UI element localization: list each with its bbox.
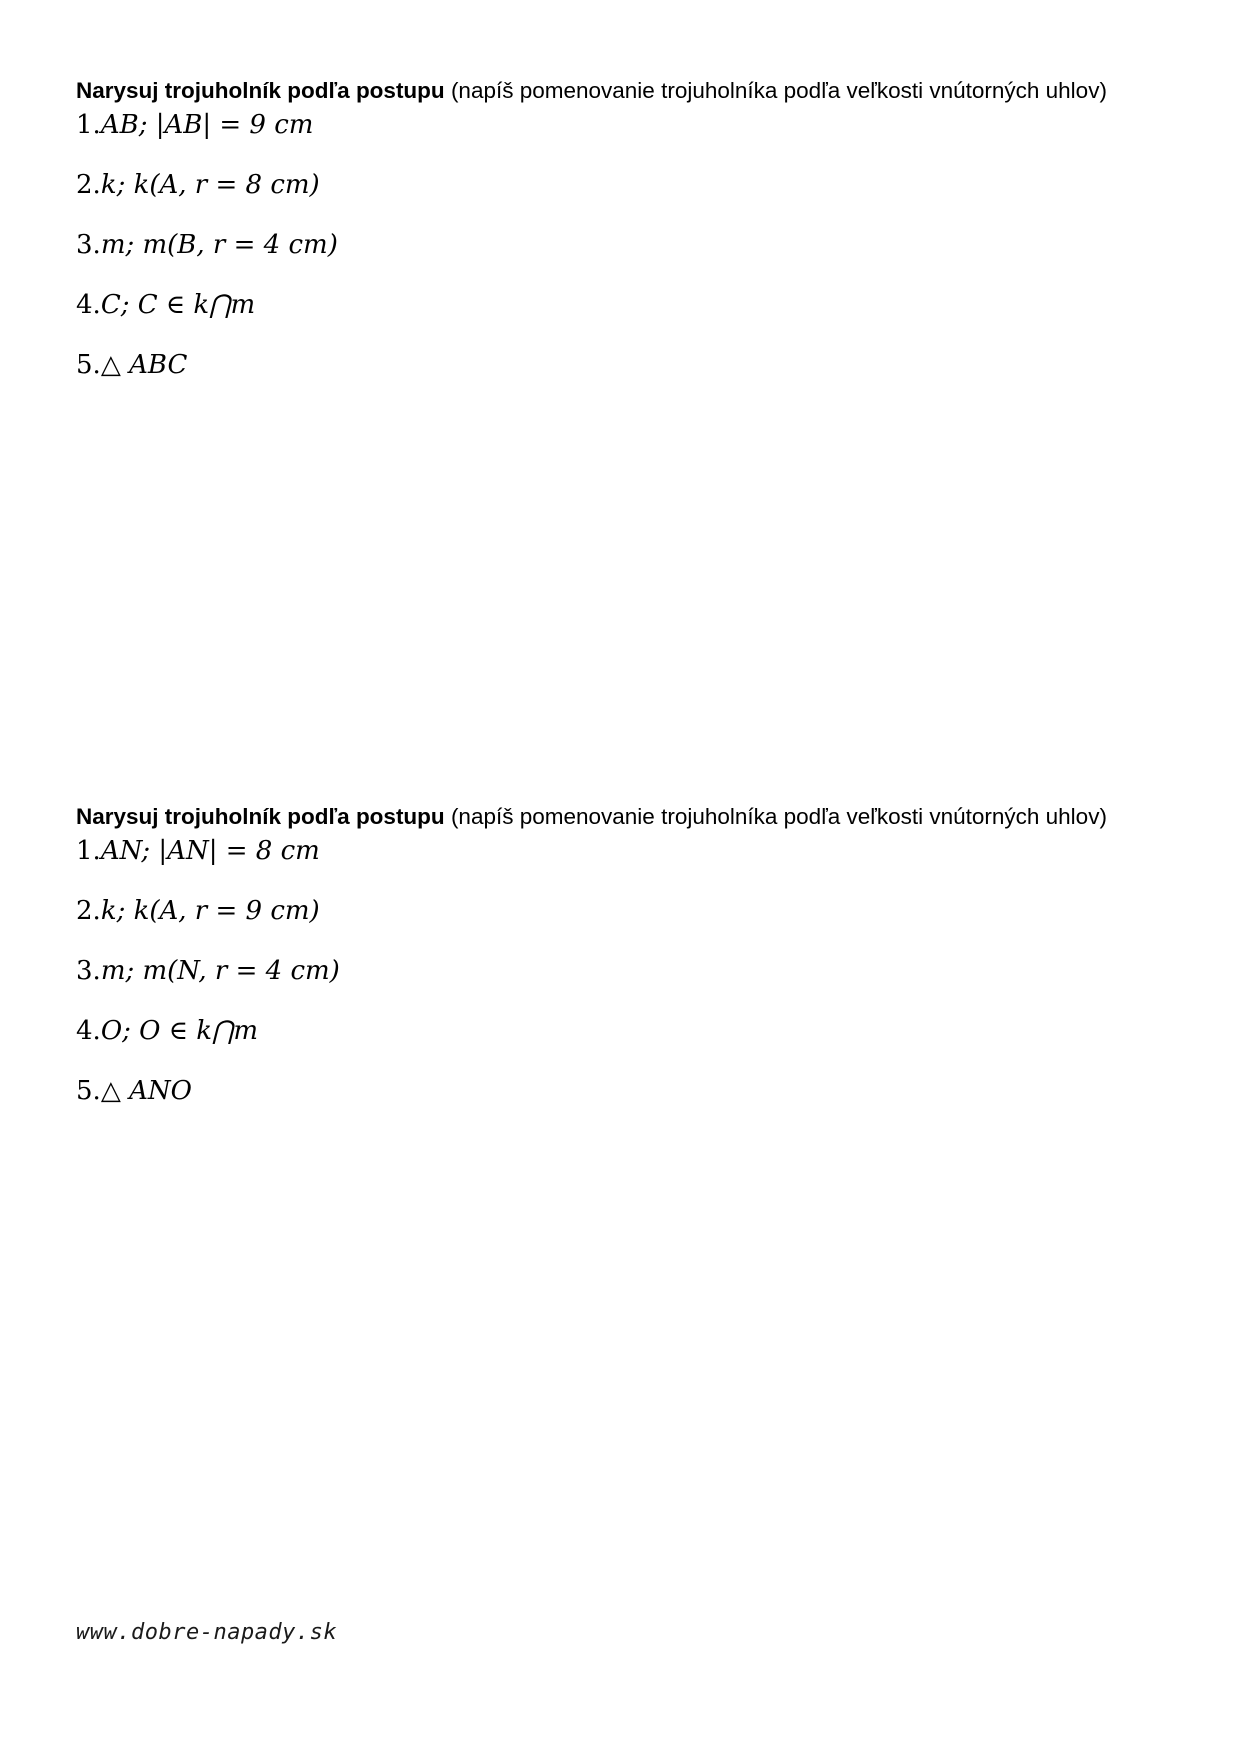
website-footer: www.dobre-napady.sk xyxy=(76,1620,338,1645)
exercise-instruction: (napíš pomenovanie trojuholníka podľa veľkosti vnútorných uhlov) xyxy=(450,78,1107,103)
step-3 xyxy=(76,954,1176,988)
step-4 xyxy=(76,288,1176,322)
step-number: 1. xyxy=(76,110,101,140)
exercise-instruction: (napíš pomenovanie trojuholníka podľa veľkosti vnútorných uhlov) xyxy=(450,804,1107,829)
step-number: 4. xyxy=(76,290,101,320)
step-5 xyxy=(76,348,1176,382)
step-number: 5. xyxy=(76,1076,101,1106)
exercise-title: Narysuj trojuholník podľa postupu xyxy=(76,78,445,103)
step-number: 4. xyxy=(76,1016,101,1046)
step-text: m; m(N, r = 4 cm) xyxy=(100,956,340,986)
step-2 xyxy=(76,168,1176,202)
step-5 xyxy=(76,1074,1176,1108)
construction-steps xyxy=(76,834,1176,1108)
exercise-heading xyxy=(76,800,1176,834)
step-4 xyxy=(76,1014,1176,1048)
step-number: 5. xyxy=(76,350,101,380)
step-text: C; C ∈ k⋂m xyxy=(100,290,256,320)
step-number: 3. xyxy=(76,230,101,260)
step-text: △ ANO xyxy=(100,1076,192,1106)
step-3 xyxy=(76,228,1176,262)
step-2 xyxy=(76,894,1176,928)
exercise-title: Narysuj trojuholník podľa postupu xyxy=(76,804,445,829)
step-text: m; m(B, r = 4 cm) xyxy=(100,230,338,260)
step-number: 2. xyxy=(76,170,101,200)
step-number: 2. xyxy=(76,896,101,926)
step-number: 3. xyxy=(76,956,101,986)
step-text: O; O ∈ k⋂m xyxy=(100,1016,258,1046)
step-number: 1. xyxy=(76,836,101,866)
exercise-heading xyxy=(76,74,1176,108)
exercise-1 xyxy=(76,74,1176,408)
step-text: k; k(A, r = 9 cm) xyxy=(100,896,320,926)
step-1 xyxy=(76,834,1176,868)
step-text: AB; |AB| = 9 cm xyxy=(100,110,314,140)
step-text: k; k(A, r = 8 cm) xyxy=(100,170,320,200)
construction-steps xyxy=(76,108,1176,382)
step-text: AN; |AN| = 8 cm xyxy=(100,836,320,866)
exercise-2 xyxy=(76,800,1176,1134)
step-text: △ ABC xyxy=(100,350,188,380)
step-1 xyxy=(76,108,1176,142)
